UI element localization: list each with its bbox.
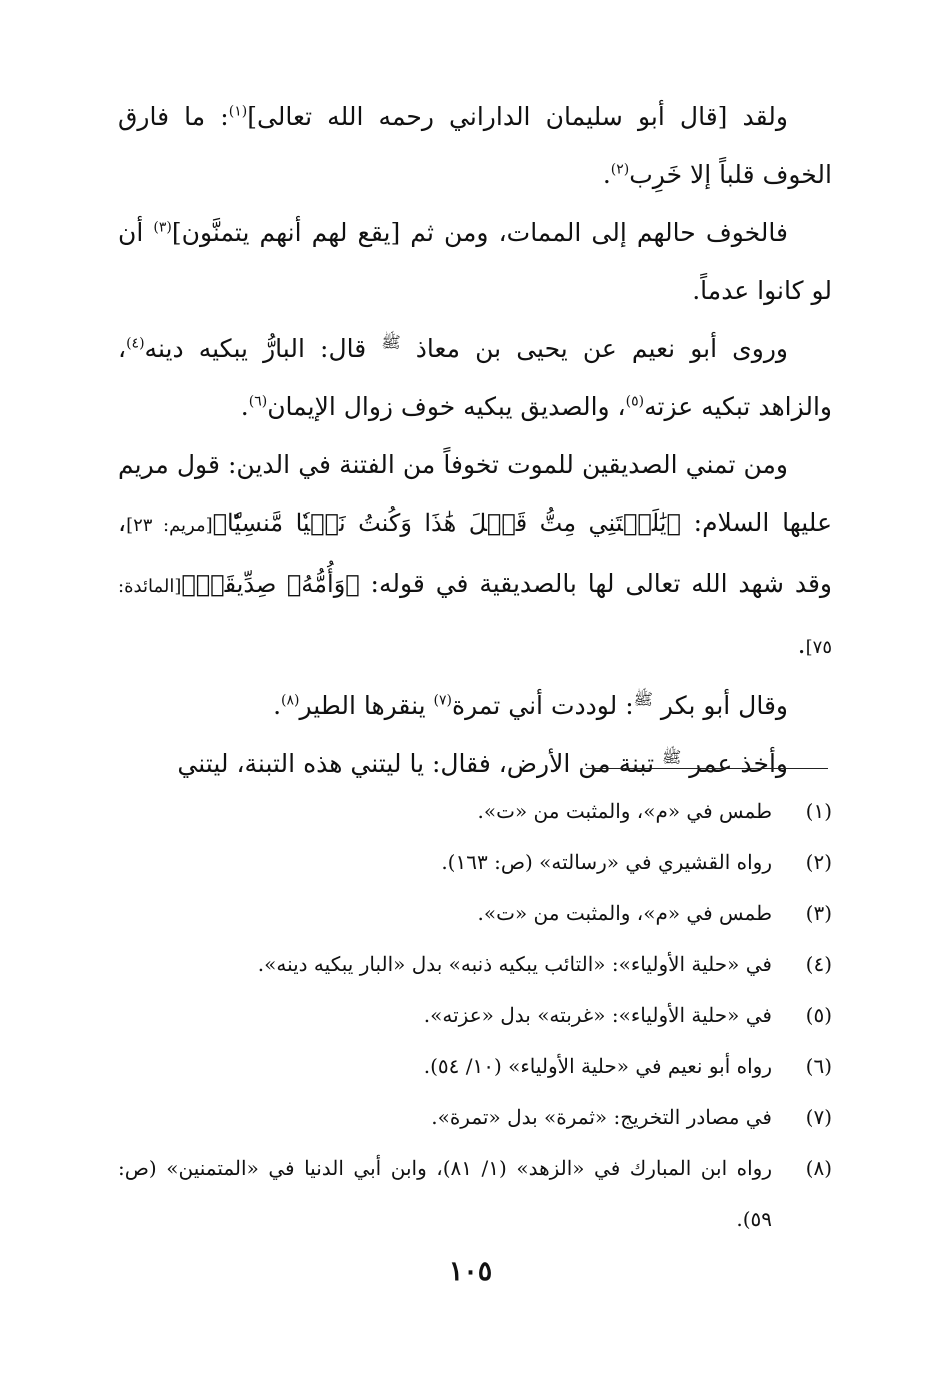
footnote-ref[interactable]: (٦): [248, 393, 268, 410]
paragraph-2: [118, 204, 832, 320]
footnote-item: [118, 837, 832, 888]
footnote-item: [118, 939, 832, 990]
footnote-item: [118, 786, 832, 837]
footnote-number: (٨): [805, 1156, 832, 1180]
paragraph-1: [118, 88, 832, 204]
footnote-ref[interactable]: (٥): [625, 393, 645, 410]
text-run: .: [797, 630, 806, 659]
text-run: ولقد [قال أبو سليمان الداراني رحمه الله تعالى]: [247, 102, 788, 131]
footnote-separator: [586, 768, 828, 769]
quran-reference: [المائدة: ٧٥]: [118, 576, 832, 658]
quran-verse: ﴿يَٰلَيۡتَنِي مِتُّ قَبۡلَ هَٰذَا وَكُنتُ نَسۡيٗا مَّنسِيّٗا﴾: [212, 509, 681, 537]
footnote-text: في «حلية الأولياء»: «التائب يبكيه ذنبه» بدل «البار يبكيه دينه».: [257, 952, 772, 976]
footnote-number: (٦): [805, 1054, 832, 1078]
quran-verse: ﴿وَأُمُّهُۥ صِدِّيقَةٞ﴾: [181, 570, 360, 598]
footnote-item: [118, 888, 832, 939]
footnote-ref[interactable]: (٣): [153, 219, 172, 236]
footnote-text: في مصادر التخريج: «ثمرة» بدل «تمرة».: [431, 1105, 772, 1129]
honorific-glyph: ﷺ: [633, 689, 653, 709]
text-run: ومن تمني الصديقين للموت تخوفاً من الفتنة في الدين: قول مريم عليها السلام:: [118, 450, 832, 537]
footnote-number: (١): [805, 799, 832, 823]
text-run: ، والصديق يبكيه خوف زوال الإيمان: [267, 392, 626, 421]
text-run: .: [240, 392, 249, 421]
footnote-number: (٣): [805, 901, 832, 925]
paragraph-6: [118, 735, 832, 793]
honorific-glyph: ﷺ: [662, 747, 682, 767]
text-run: تبنة من الأرض، فقال: يا ليتني هذه التبنة، ليتني: [177, 749, 663, 778]
text-run: فالخوف حالهم إلى الممات، ومن ثم [يقع لهم أنهم يتمنَّون]: [171, 218, 788, 247]
footnote-item: [118, 1092, 832, 1143]
main-text: [118, 88, 832, 793]
page-number: ١٠٥: [448, 1256, 493, 1287]
footnote-text: طمس في «م»، والمثبت من «ت».: [477, 901, 772, 925]
text-run: قال: البارُّ يبكيه دينه: [144, 334, 382, 363]
footnote-ref[interactable]: (٢): [610, 161, 630, 178]
honorific-glyph: ﷺ: [381, 332, 401, 352]
footnote-number: (٢): [805, 850, 832, 874]
text-run: وقال أبو بكر: [652, 691, 788, 720]
footnote-item: [118, 1143, 832, 1245]
paragraph-5: [118, 677, 832, 735]
footnote-text: طمس في «م»، والمثبت من «ت».: [477, 799, 772, 823]
footnote-number: (٥): [805, 1003, 832, 1027]
footnote-ref[interactable]: (٧): [433, 692, 452, 709]
paragraph-3: [118, 320, 832, 436]
footnote-text: في «حلية الأولياء»: «غربته» بدل «عزته».: [423, 1003, 772, 1027]
footnote-ref[interactable]: (٨): [281, 692, 300, 709]
quran-reference: [مريم: ٢٣]: [126, 515, 213, 536]
footnote-text: رواه أبو نعيم في «حلية الأولياء» (١٠/ ٥٤).: [423, 1054, 772, 1078]
footnote-item: [118, 1041, 832, 1092]
footnotes: [118, 786, 832, 1245]
text-run: أن لو كانوا عدماً.: [118, 218, 832, 305]
text-run: : لوددت أني تمرة: [452, 691, 634, 720]
footnote-ref[interactable]: (٤): [126, 335, 145, 352]
text-run: وروى أبو نعيم عن يحيى بن معاذ: [400, 334, 788, 363]
text-run: ، وقد شهد الله تعالى لها بالصديقية في قوله:: [118, 508, 832, 598]
text-run: ، والزاهد تبكيه عزته: [118, 334, 832, 421]
paragraph-4: [118, 436, 832, 677]
footnote-number: (٤): [805, 952, 832, 976]
text-run: : ما فارق الخوف قلباً إلا خَرِب: [118, 102, 832, 189]
footnote-text: رواه ابن المبارك في «الزهد» (١/ ٨١)، وابن أبي الدنيا في «المتمنين» (ص: ٥٩).: [118, 1156, 772, 1231]
text-run: وأخذ عمر: [681, 749, 788, 778]
text-run: .: [602, 160, 611, 189]
footnote-item: [118, 990, 832, 1041]
text-run: ينقرها الطير: [299, 691, 434, 720]
footnote-text: رواه القشيري في «رسالته» (ص: ١٦٣).: [441, 850, 772, 874]
footnote-ref[interactable]: (١): [228, 103, 248, 120]
text-run: .: [273, 691, 282, 720]
footnote-number: (٧): [805, 1105, 832, 1129]
